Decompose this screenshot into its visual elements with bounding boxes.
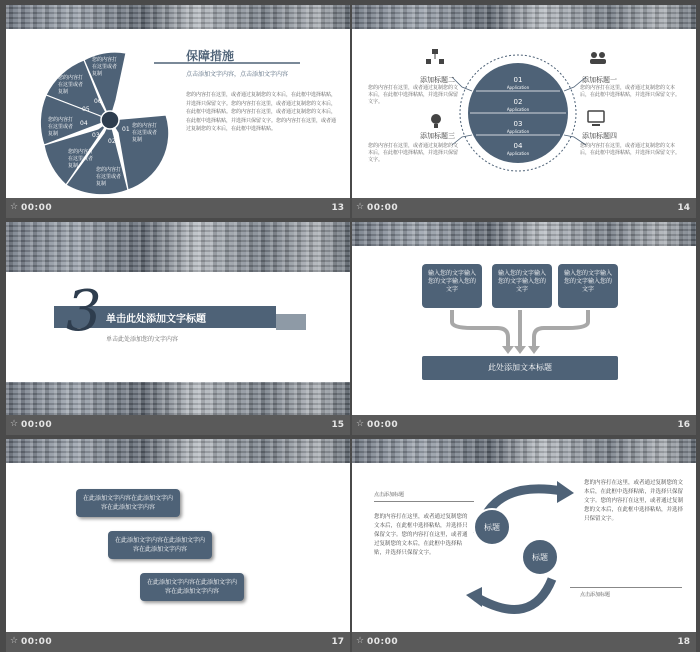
circle-tag-02: Application — [506, 107, 530, 112]
item-label-4: 添加标题四 — [582, 132, 617, 140]
star-icon: ☆ — [10, 419, 19, 429]
circle-tag-04: Application — [506, 151, 530, 156]
city-banner-bottom — [6, 382, 350, 415]
slide-13-footer — [6, 198, 350, 218]
circle-b-label: 标题 — [532, 553, 548, 562]
wheel-no-04: 04 — [80, 120, 88, 127]
text-box-3: 输入您的文字输入您的文字输入您的文字 — [558, 264, 618, 308]
slide-time: 00:00 — [367, 637, 399, 647]
slide-thumb-18[interactable] — [352, 439, 696, 652]
item-text-2: 您的内容打在这里，或者通过复制您的文本后，在此框中选择粘贴，并选择只保留文字。 — [368, 85, 459, 105]
city-banner-top — [6, 222, 350, 272]
bottom-label: 点击添加标题 — [580, 592, 611, 598]
slide-thumb-14[interactable] — [352, 5, 696, 218]
slide-thumb-13[interactable] — [6, 5, 350, 218]
slide-time: 00:00 — [367, 420, 399, 430]
item-text-1: 您的内容打在这里，或者通过复制您的文本后，在此框中选择粘贴，并选择只保留文字。 — [580, 85, 681, 98]
slide-15-subtitle: 单击此处添加您的文字内容 — [106, 336, 179, 343]
computer-icon — [588, 111, 604, 126]
text-box-1: 输入您的文字输入您的文字输入您的文字 — [422, 264, 482, 308]
slide-16-canvas — [352, 222, 696, 415]
star-icon: ☆ — [356, 636, 365, 646]
circle-a-label: 标题 — [484, 523, 500, 532]
slide-number: 13 — [331, 203, 344, 213]
slide-number: 14 — [677, 203, 690, 213]
slide-17-footer — [6, 632, 350, 652]
slide-14-footer — [352, 198, 696, 218]
slide-number: 15 — [331, 420, 344, 430]
star-icon: ☆ — [356, 202, 365, 212]
wheel-no-01: 01 — [122, 126, 130, 133]
slide-number: 18 — [677, 637, 690, 647]
wheel-text-01: 您的内容打在这里或者复制 — [132, 123, 158, 143]
slide-13-canvas — [6, 5, 350, 198]
lightbulb-icon — [431, 114, 441, 128]
slide-number: 16 — [677, 420, 690, 430]
slide-time: 00:00 — [367, 203, 399, 213]
slide-time: 00:00 — [21, 420, 53, 430]
wheel-text-02: 您的内容打在这里或者复制 — [96, 167, 122, 187]
stair-box-1: 在此添加文字内容在此添加文字内容在此添加文字内容 — [76, 489, 180, 517]
wheel-no-06: 06 — [94, 98, 102, 105]
stair-box-3: 在此添加文字内容在此添加文字内容在此添加文字内容 — [140, 573, 244, 601]
section-digit: 3 — [66, 279, 102, 344]
slide-thumb-15[interactable] — [6, 222, 350, 435]
slide-17-canvas — [6, 439, 350, 632]
item-text-3: 您的内容打在这里，或者通过复制您的文本后，在此框中选择粘贴，并选择只保留文字。 — [368, 143, 459, 163]
bottom-title-box: 此处添加文本标题 — [422, 356, 618, 380]
circle-tag-01: Application — [506, 85, 530, 90]
wheel-no-03: 03 — [92, 132, 100, 139]
slide-13-body: 您的内容打在这里，或者通过复制您的文本后，在此框中选择粘贴，并选择只保留文字。您的内容打在这里，或者通过复制您的文本后，在此框中选择粘贴。您的内容打在这里，或者通过复制您的文本后，在此框中选择粘贴，并选择只保留文字。您的内容打在这里，或者通过复制您的文本后，在此框中选择粘贴。 — [186, 92, 337, 132]
text-box-2: 输入您的文字输入您的文字输入您的文字 — [492, 264, 552, 308]
circle-no-02: 02 — [513, 98, 523, 106]
slide-time: 00:00 — [21, 637, 53, 647]
wheel-no-05: 05 — [82, 106, 90, 113]
slide-14-canvas — [352, 5, 696, 198]
slide-18-footer — [352, 632, 696, 652]
star-icon: ☆ — [356, 419, 365, 429]
top-label: 点击添加标题 — [374, 492, 405, 498]
circle-no-03: 03 — [513, 120, 523, 128]
item-text-4: 您的内容打在这里，或者通过复制您的文本后，在此框中选择粘贴，并选择只保留文字。 — [580, 143, 681, 156]
slide-15-title: 单击此处添加文字标题 — [106, 314, 206, 325]
wheel-text-05: 您的内容打在这里或者复制 — [58, 75, 84, 95]
slide-15-canvas — [6, 222, 350, 415]
right-text: 您的内容打在这里，或者通过复制您的文本后，在此框中选择粘贴，并选择只保留文字。您的内容打在这里，或者通过复制您的文本后，在此框中选择粘贴，并选择只保留文字。 — [584, 480, 684, 522]
people-icon — [590, 52, 606, 64]
stair-box-2: 在此添加文字内容在此添加文字内容在此添加文字内容 — [108, 531, 212, 559]
org-chart-icon — [426, 49, 444, 64]
slide-16-footer — [352, 415, 696, 435]
item-label-1: 添加标题一 — [582, 76, 617, 84]
slide-time: 00:00 — [21, 203, 53, 213]
cycle-arrows — [352, 439, 696, 632]
wheel-text-06: 您的内容打在这里或者复制 — [92, 57, 118, 77]
wheel-text-03: 您的内容打在这里或者复制 — [68, 149, 94, 169]
item-label-2: 添加标题二 — [420, 76, 455, 84]
slide-15-footer — [6, 415, 350, 435]
slide-thumb-16[interactable] — [352, 222, 696, 435]
slide-number: 17 — [331, 637, 344, 647]
star-icon: ☆ — [10, 202, 19, 212]
slide-thumb-17[interactable] — [6, 439, 350, 652]
item-label-3: 添加标题三 — [420, 132, 455, 140]
circle-no-01: 01 — [513, 76, 523, 84]
title-ribbon-tail — [276, 314, 306, 330]
merge-arrows — [352, 222, 696, 415]
circle-tag-03: Application — [506, 129, 530, 134]
left-text: 您的内容打在这里，或者通过复制您的文本后，在此框中选择粘贴，并选择只保留文字。您的内容打在这里，或者通过复制您的文本后，在此框中选择粘贴，并选择只保留文字。 — [374, 514, 468, 556]
wheel-no-02: 02 — [108, 138, 116, 145]
slide-18-canvas — [352, 439, 696, 632]
wheel-hub — [101, 111, 119, 129]
star-icon: ☆ — [10, 636, 19, 646]
slide-13-title: 保障措施 — [186, 49, 235, 63]
circle-no-04: 04 — [513, 142, 523, 150]
slide-13-subtitle: 点击添加文字内容，点击添加文字内容 — [186, 71, 289, 78]
wheel-text-04: 您的内容打在这里或者复制 — [48, 117, 74, 137]
city-banner — [6, 439, 350, 463]
